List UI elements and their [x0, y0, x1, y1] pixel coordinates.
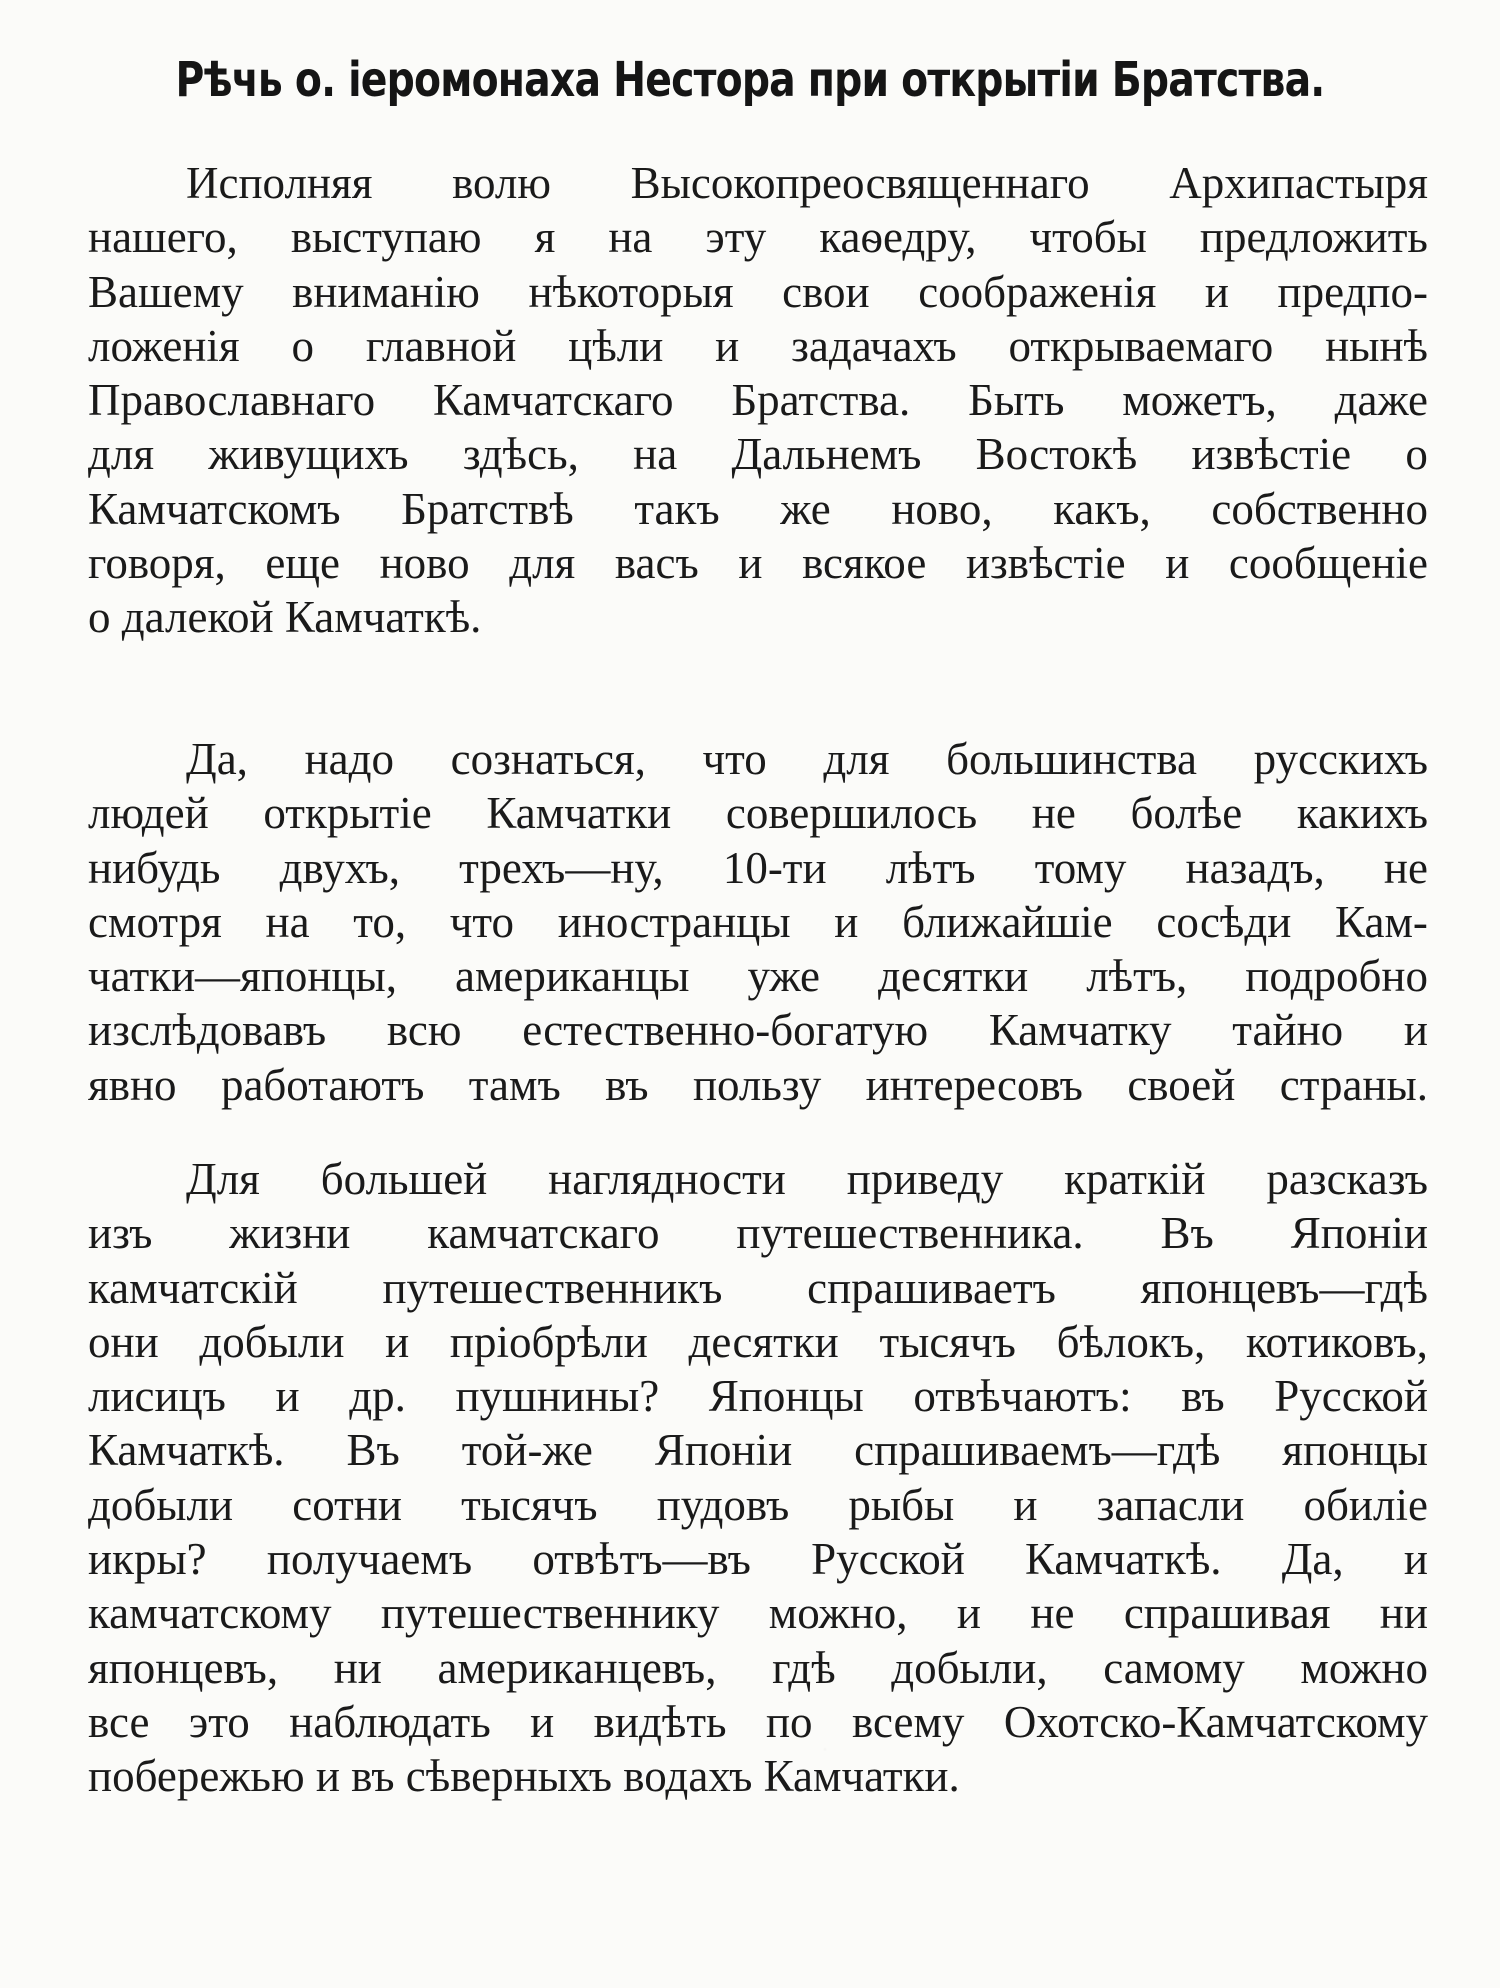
word: Архипастыря	[1169, 158, 1428, 208]
text-line	[88, 1152, 1428, 1206]
word: пользу	[692, 1059, 822, 1110]
word: и	[738, 538, 763, 589]
word: иностранцы	[557, 896, 791, 947]
word: сосѣди	[1156, 896, 1292, 947]
text-line	[88, 156, 1428, 210]
word: ново	[379, 538, 470, 589]
word: получаемъ	[266, 1534, 473, 1585]
word: все	[88, 1696, 150, 1747]
word: Японіи	[654, 1425, 793, 1476]
word: спрашиваетъ	[807, 1262, 1056, 1313]
word: о	[291, 320, 314, 371]
word: для	[88, 429, 155, 480]
word: всему	[851, 1696, 965, 1747]
word: людей	[88, 788, 209, 839]
word: спрашивая	[1123, 1588, 1331, 1639]
word: смотря	[88, 896, 222, 947]
word: ни	[1379, 1588, 1428, 1639]
word: о	[1405, 429, 1428, 480]
word: видѣть	[593, 1696, 727, 1747]
word: что	[449, 896, 514, 947]
word: я	[534, 212, 556, 263]
text-line	[88, 895, 1428, 949]
text-line	[88, 841, 1428, 895]
word: спрашиваемъ—гдѣ	[854, 1425, 1221, 1476]
word: сознаться,	[450, 734, 646, 784]
word: своей	[1127, 1059, 1236, 1110]
word: Востокѣ	[975, 429, 1138, 480]
text-line	[88, 482, 1428, 536]
word: обиліе	[1303, 1479, 1428, 1530]
word: приведу	[846, 1154, 1004, 1204]
text-line	[88, 1261, 1428, 1315]
word: то,	[353, 896, 407, 947]
word: путешественнику	[380, 1588, 720, 1639]
word: на	[633, 429, 678, 480]
word: камчатскаго	[427, 1208, 660, 1259]
text-line	[88, 1641, 1428, 1695]
word: изъ	[88, 1208, 153, 1259]
word: русскихъ	[1253, 734, 1428, 784]
word: нашего,	[88, 212, 238, 263]
word: надо	[304, 734, 395, 784]
word: тому	[1034, 842, 1127, 893]
word: Камчаткѣ.	[1024, 1534, 1222, 1585]
word: японцы	[1282, 1425, 1428, 1476]
word: отвѣтъ—въ	[532, 1534, 751, 1585]
word: открытіе	[263, 788, 432, 839]
word: добыли,	[891, 1642, 1048, 1693]
word: отвѣчаютъ:	[913, 1371, 1132, 1422]
word: Дальнемъ	[731, 429, 922, 480]
page-title: Рѣчь о. іеромонаха Нестора при открытіи Братства.	[175, 52, 1325, 108]
word: самому	[1103, 1642, 1245, 1693]
word: Да,	[1281, 1534, 1344, 1585]
word: путешественникъ	[382, 1262, 723, 1313]
word: на	[608, 212, 653, 263]
word: тайно	[1232, 1005, 1344, 1056]
word: гдѣ	[772, 1642, 836, 1693]
word: здѣсь,	[462, 429, 579, 480]
word: Вашему	[88, 266, 244, 317]
word: свои	[782, 266, 870, 317]
word: цѣли	[568, 320, 664, 371]
word: уже	[747, 951, 820, 1002]
word: американцевъ,	[437, 1642, 717, 1693]
word: главной	[365, 320, 517, 371]
word: добыли	[199, 1316, 345, 1367]
paragraph-1	[88, 156, 1428, 645]
word: тысячъ	[461, 1479, 598, 1530]
word: той-же	[461, 1425, 593, 1476]
word: извѣстіе	[965, 538, 1126, 589]
text-line	[88, 1423, 1428, 1477]
word: бѣлокъ,	[1056, 1316, 1206, 1367]
word: добыли	[88, 1479, 234, 1530]
text-line: о далекой Камчаткѣ.	[88, 592, 482, 643]
word: волю	[452, 158, 551, 208]
word: всю	[386, 1005, 462, 1056]
word: эту	[705, 212, 767, 263]
word: Въ	[1160, 1208, 1214, 1259]
word: Въ	[346, 1425, 400, 1476]
text-line	[88, 1369, 1428, 1423]
word: пудовъ	[656, 1479, 790, 1530]
word: котиковъ,	[1245, 1316, 1428, 1367]
word: естественно-богатую	[522, 1005, 929, 1056]
word: камчатскій	[88, 1262, 298, 1313]
word: Русской	[811, 1534, 965, 1585]
text-line: побережью и въ сѣверныхъ водахъ Камчатки.	[88, 1751, 960, 1802]
text-line	[88, 949, 1428, 1003]
word: и	[834, 896, 859, 947]
word: для	[509, 538, 576, 589]
word: извѣстіе	[1191, 429, 1352, 480]
word: Камчатку	[988, 1005, 1172, 1056]
word: въ	[605, 1059, 649, 1110]
text-line	[88, 1206, 1428, 1260]
word: нынѣ	[1325, 320, 1428, 371]
word: выступаю	[290, 212, 482, 263]
word: Японцы	[708, 1371, 864, 1422]
word: даже	[1334, 375, 1428, 426]
word: такъ	[634, 483, 720, 534]
word: Исполняя	[186, 158, 373, 208]
word: 10-ти	[722, 842, 827, 893]
text-line	[88, 536, 1428, 590]
word: изслѣдовавъ	[88, 1005, 327, 1056]
text-line	[88, 265, 1428, 319]
text-line	[88, 1003, 1428, 1057]
text-line	[88, 1315, 1428, 1369]
word: лѣтъ	[885, 842, 976, 893]
word: наблюдать	[289, 1696, 491, 1747]
word: страны.	[1279, 1059, 1428, 1110]
text-line	[88, 1478, 1428, 1532]
word: Русской	[1274, 1371, 1428, 1422]
text-line	[88, 210, 1428, 264]
word: сотни	[292, 1479, 402, 1530]
word: путешественника.	[736, 1208, 1084, 1259]
word: большей	[320, 1154, 488, 1204]
word: сообщеніе	[1228, 538, 1428, 589]
text-line	[88, 786, 1428, 840]
word: трехъ—ну,	[459, 842, 664, 893]
word: Для	[186, 1154, 260, 1204]
text-line	[88, 1586, 1428, 1640]
word: васъ	[614, 538, 699, 589]
word: можно,	[768, 1588, 908, 1639]
word: американцы	[454, 951, 690, 1002]
word: Кам-	[1335, 896, 1428, 947]
word: явно	[88, 1059, 177, 1110]
word: Православнаго	[88, 375, 376, 426]
word: Высокопреосвященнаго	[630, 158, 1090, 208]
word: можно	[1300, 1642, 1428, 1693]
word: нѣкоторыя	[528, 266, 734, 317]
word: Камчатки	[486, 788, 672, 839]
word: какихъ	[1296, 788, 1428, 839]
word: Да,	[186, 734, 248, 784]
word: подробно	[1245, 951, 1428, 1002]
word: запасли	[1096, 1479, 1245, 1530]
word: ближайшіе	[902, 896, 1113, 947]
word: большинства	[946, 734, 1197, 784]
word: соображенія	[918, 266, 1157, 317]
text-line	[88, 1695, 1428, 1749]
word: и	[1403, 1534, 1428, 1585]
text-line	[88, 373, 1428, 427]
word: чтобы	[1029, 212, 1147, 263]
word: на	[265, 896, 310, 947]
word: не	[1383, 842, 1428, 893]
word: тамъ	[468, 1059, 561, 1110]
word: икры?	[88, 1534, 207, 1585]
paragraph-3	[88, 1152, 1428, 1804]
word: Братства.	[731, 375, 911, 426]
word: предпо-	[1277, 266, 1428, 317]
word: всякое	[802, 538, 927, 589]
word: и	[956, 1588, 982, 1639]
word: интересовъ	[865, 1059, 1083, 1110]
word: чатки—японцы,	[88, 951, 397, 1002]
word: собственно	[1211, 483, 1428, 534]
word: еще	[265, 538, 340, 589]
word: болѣе	[1130, 788, 1243, 839]
word: ни	[333, 1642, 382, 1693]
word: Камчаткѣ.	[88, 1425, 285, 1476]
word: каѳедру,	[819, 212, 977, 263]
word: живущихъ	[208, 429, 409, 480]
word: совершилось	[725, 788, 978, 839]
word: это	[188, 1696, 250, 1747]
word: въ	[1181, 1371, 1225, 1422]
word: же	[780, 483, 831, 534]
text-line	[88, 319, 1428, 373]
word: Японіи	[1290, 1208, 1428, 1259]
word: японцевъ,	[88, 1642, 279, 1693]
word: задачахъ	[791, 320, 957, 371]
word: для	[823, 734, 890, 784]
word: Быть	[968, 375, 1065, 426]
word: лисицъ	[88, 1371, 226, 1422]
word: разсказъ	[1266, 1154, 1428, 1204]
word: можетъ,	[1122, 375, 1277, 426]
word: открываемаго	[1008, 320, 1274, 371]
word: пушнины?	[455, 1371, 660, 1422]
word: и	[1403, 1005, 1428, 1056]
word: рыбы	[848, 1479, 955, 1530]
text-line	[88, 1058, 1428, 1112]
word: и	[275, 1371, 300, 1422]
word: и	[1013, 1479, 1038, 1530]
word: Камчатскаго	[432, 375, 674, 426]
word: не	[1030, 1588, 1075, 1639]
text-line	[88, 427, 1428, 481]
word: десятки	[877, 951, 1029, 1002]
word: не	[1031, 788, 1076, 839]
word: камчатскому	[88, 1588, 332, 1639]
word: ложенія	[88, 320, 240, 371]
word: работаютъ	[220, 1059, 425, 1110]
word: и	[1204, 266, 1229, 317]
word: ново,	[891, 483, 993, 534]
word: десятки	[688, 1316, 839, 1367]
word: вниманію	[292, 266, 480, 317]
word: наглядности	[548, 1154, 786, 1204]
text-line	[88, 732, 1428, 786]
word: по	[765, 1696, 813, 1747]
word: и	[385, 1316, 410, 1367]
word: нибудь	[88, 842, 221, 893]
word: японцевъ—гдѣ	[1140, 1262, 1428, 1313]
word: какъ,	[1053, 483, 1151, 534]
word: предложить	[1199, 212, 1428, 263]
word: жизни	[229, 1208, 351, 1259]
text-line	[88, 1532, 1428, 1586]
word: говоря,	[88, 538, 226, 589]
word: и	[1165, 538, 1190, 589]
word: лѣтъ,	[1086, 951, 1188, 1002]
word: Охотско-Камчатскому	[1003, 1696, 1428, 1747]
word: пріобрѣли	[449, 1316, 648, 1367]
word: Камчатскомъ	[88, 483, 341, 534]
word: они	[88, 1316, 159, 1367]
word: и	[530, 1696, 555, 1747]
word: назадъ,	[1185, 842, 1325, 893]
word: краткій	[1064, 1154, 1206, 1204]
word: Братствѣ	[401, 483, 574, 534]
word: и	[715, 320, 740, 371]
paragraph-2	[88, 732, 1428, 1112]
word: тысячъ	[879, 1316, 1016, 1367]
word: двухъ,	[279, 842, 401, 893]
word: др.	[349, 1371, 406, 1422]
word: что	[702, 734, 767, 784]
